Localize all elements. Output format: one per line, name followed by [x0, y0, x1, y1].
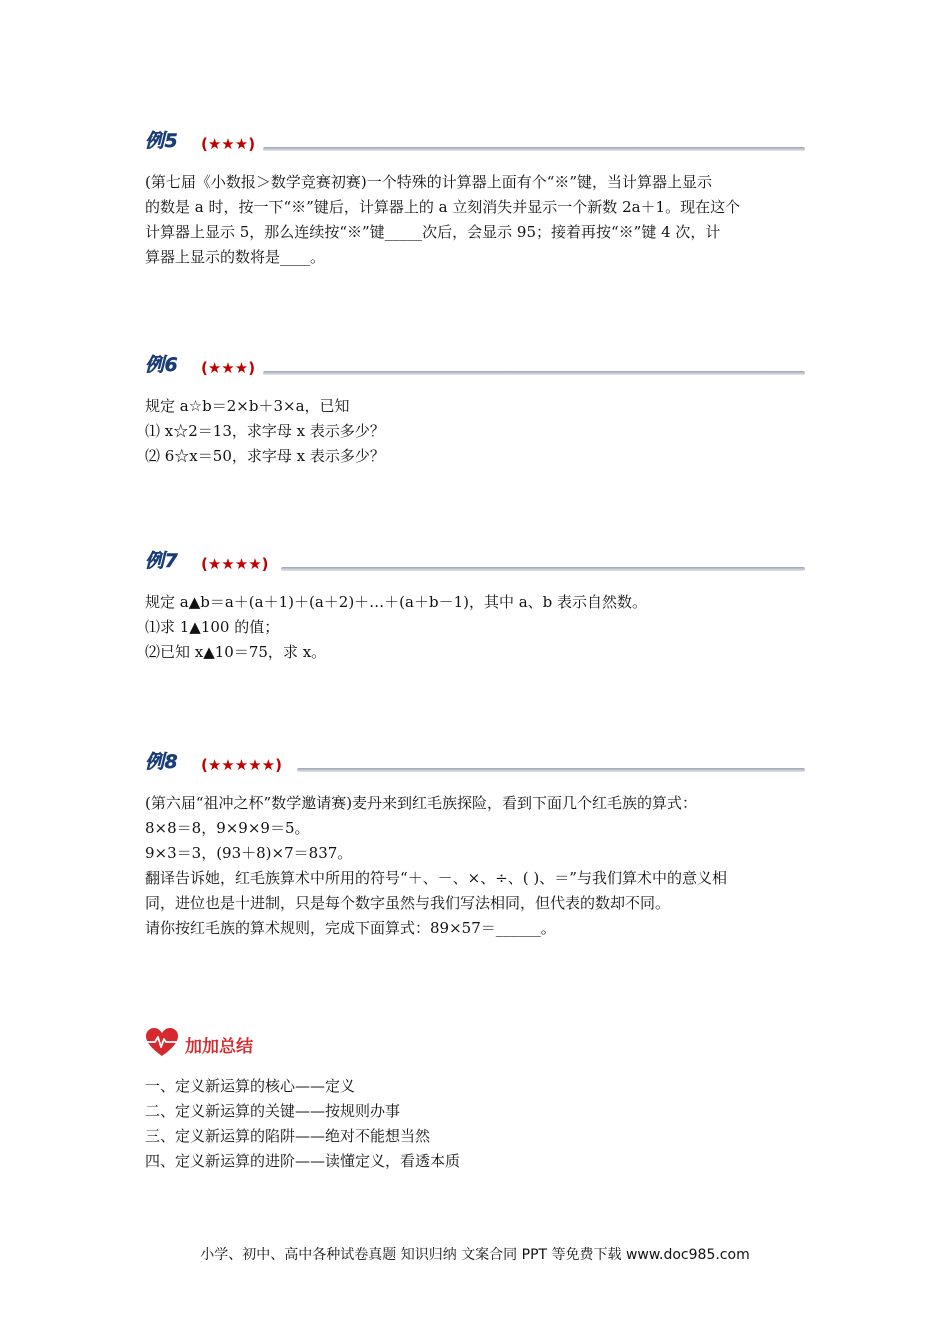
summary-header [145, 1028, 805, 1062]
summary-item: 三、定义新运算的陷阱——绝对不能想当然 [145, 1127, 431, 1145]
example-8 [145, 749, 805, 941]
example-badge: 例7 [145, 550, 179, 572]
example-header [145, 352, 805, 384]
example-line: 8×8＝8，9×9×9＝5。 [145, 819, 310, 837]
example-badge: 例5 [145, 130, 179, 152]
example-badge: 例8 [145, 751, 179, 773]
heart-pulse-icon [145, 1028, 179, 1058]
example-line: (第七届《小数报＞数学竞赛初赛)一个特殊的计算器上面有个“※”键，当计算器上显示 [145, 173, 713, 191]
example-6 [145, 352, 805, 469]
header-rule [263, 147, 805, 151]
example-line: 请你按红毛族的算术规则，完成下面算式：89×57＝______。 [145, 919, 556, 937]
example-line: (第六届“祖冲之杯”数学邀请赛)麦丹来到红毛族探险，看到下面几个红毛族的算式： [145, 794, 698, 812]
summary-item: 一、定义新运算的核心——定义 [145, 1077, 356, 1095]
summary-item: 二、定义新运算的关键——按规则办事 [145, 1102, 401, 1120]
example-line: ⑵ 6☆x＝50，求字母 x 表示多少？ [145, 447, 385, 465]
summary-title: 加加总结 [185, 1037, 253, 1057]
example-badge: 例6 [145, 354, 179, 376]
difficulty-stars: (★★★★★) [201, 756, 282, 774]
example-header [145, 548, 805, 580]
example-line: 规定 a▲b＝a＋(a＋1)＋(a＋2)＋…＋(a＋b－1)，其中 a、b 表示自然数。 [145, 593, 648, 611]
example-body [145, 590, 805, 665]
page-footer: 小学、初中、高中各种试卷真题 知识归纳 文案合同 PPT 等免费下载 www.doc985.com [200, 1247, 750, 1263]
example-body [145, 170, 805, 270]
example-line: ⑵已知 x▲10＝75，求 x。 [145, 643, 327, 661]
example-line: 计算器上显示 5，那么连续按“※”键_____次后，会显示 95；接着再按“※”键 4 次，计 [145, 223, 721, 241]
example-line: 规定 a☆b＝2×b＋3×a，已知 [145, 397, 350, 415]
difficulty-stars: (★★★) [201, 135, 256, 153]
header-rule [263, 371, 805, 375]
example-line: ⑴求 1▲100 的值； [145, 618, 280, 636]
difficulty-stars: (★★★) [201, 359, 256, 377]
example-header [145, 749, 805, 781]
example-line: ⑴ x☆2＝13，求字母 x 表示多少？ [145, 422, 385, 440]
summary-item: 四、定义新运算的进阶——读懂定义，看透本质 [145, 1152, 461, 1170]
example-line: 翻译告诉她，红毛族算术中所用的符号“＋、－、×、÷、( )、＝”与我们算术中的意义相 [145, 869, 727, 887]
header-rule [297, 768, 805, 772]
example-header [145, 128, 805, 160]
summary-section [145, 1028, 805, 1174]
example-line: 算器上显示的数将是____。 [145, 248, 326, 266]
example-line: 9×3＝3，(93＋8)×7＝837。 [145, 844, 353, 862]
header-rule [281, 567, 805, 571]
difficulty-stars: (★★★★) [201, 555, 269, 573]
example-line: 同，进位也是十进制，只是每个数字虽然与我们写法相同，但代表的数却不同。 [145, 894, 671, 912]
example-5 [145, 128, 805, 270]
example-7 [145, 548, 805, 665]
example-body [145, 394, 805, 469]
example-line: 的数是 a 时，按一下“※”键后，计算器上的 a 立刻消失并显示一个新数 2a＋1。现在这个 [145, 198, 741, 216]
example-body [145, 791, 805, 941]
summary-list [145, 1074, 805, 1174]
